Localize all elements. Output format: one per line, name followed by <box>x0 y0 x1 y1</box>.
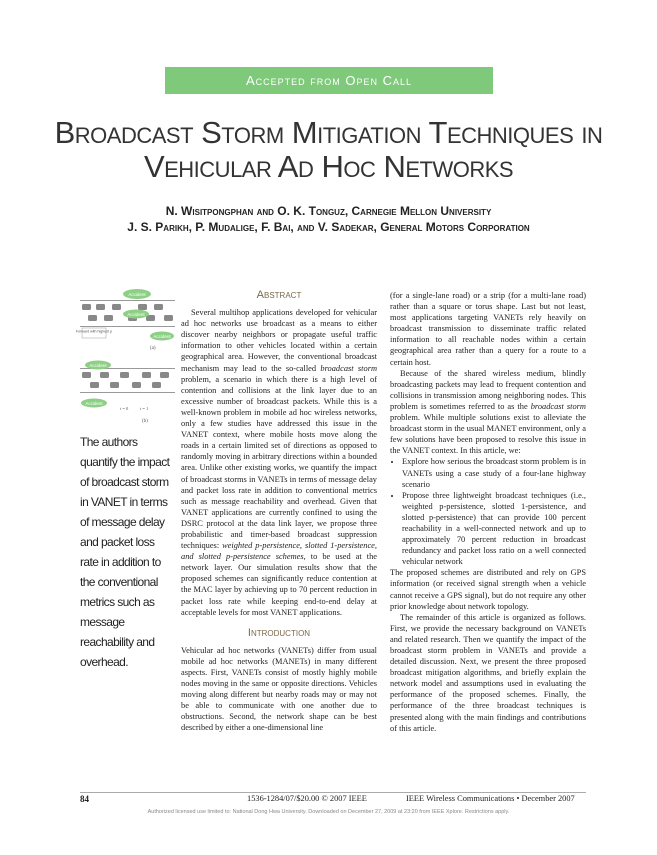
intro-paragraph <box>390 368 586 457</box>
intro-paragraph: Vehicular ad hoc networks (VANETs) differ from usual mobile ad hoc networks (MANETs) in many different aspects. First, VANETs consist of mostly highly mobile nodes moving in the same or opposite directions. Vehicles moving along different but nearby roads may or may not be able to communicate with one another due to obstructions. Second, the network shape can be best described by either a one-dimensional line <box>181 645 377 733</box>
author-line-2: J. S. Parikh, P. Mudalige, F. Bai, and V. Sadekar, General Motors Corporation <box>127 220 530 234</box>
journal-line: IEEE Wireless Communications • December 2007 <box>406 794 575 803</box>
accident-label: Accident <box>128 292 146 297</box>
accident-label: Accident <box>153 334 171 339</box>
author-list <box>40 203 617 235</box>
column-left <box>181 290 377 734</box>
section-banner: Accepted from Open Call <box>165 67 493 94</box>
abstract-emphasis: weighted p-persistence, slotted 1-persistence, and slotted p-persistence schemes <box>181 541 377 562</box>
license-notice: Authorized licensed use limited to: National Dong Hwa University. Downloaded on December 27, 2009 at 23:20 from IEEE Xplore. Restrictions apply. <box>147 809 510 815</box>
introduction-heading: Introduction <box>247 626 311 639</box>
title-line-1: Broadcast Storm Mitigation Techniques in <box>54 115 603 150</box>
contribution-list <box>390 456 586 567</box>
title-line-2: Vehicular Ad Hoc Networks <box>143 149 514 184</box>
panel-a-label: (a) <box>150 346 156 351</box>
footer-rule <box>80 792 586 793</box>
column-right <box>390 290 586 734</box>
accident-label: Accident <box>85 401 103 406</box>
intro-paragraph: (for a single-lane road) or a strip (for a multi-lane road) rather than a square or torus shape. Last but not least, most applications targeting VANETs rely heavily on broadcast transmission to disseminate traffic related information to all reachable nodes within a certain geographical area rather than a query for a route to a certain host. <box>390 291 586 367</box>
abstract-heading: Abstract <box>256 289 302 301</box>
pull-quote: The authors quantify the impact of broadcast storm in VANET in terms of message delay and packet loss rate in addition to the conventional metrics such as message reachability and overhead. <box>80 435 170 669</box>
author-line-1: N. Wisitpongphan and O. K. Tonguz, Carnegie Mellon University <box>165 204 492 218</box>
abstract-paragraph <box>181 307 377 618</box>
intro-paragraph: The remainder of this article is organized as follows. First, we provide the necessary background on VANETs and related research. Then we quantify the impact of the broadcast storm problem in VANETs and provide a detailed discussion. Next, we present the three proposed broadcast mitigation algorithms, and briefly explain the network model and assumptions used in evaluating the performance of the proposed schemes. Finally, the performance of the three broadcast techniques is presented along with the main findings and contributions of this article. <box>390 612 586 733</box>
abstract-text: problem, a scenario in which there is a high level of contention and collisions at the link layer due to an excessive number of broadcast packets. While this is a well-known problem in mobile ad hoc wireless networks, only a few studies have addressed this issue in the VANET context, where mobile hosts move along the roads in a certain limited set of directions as opposed to randomly moving in arbitrary directions within a bounded area. Unlike other existing works, we quantify the impact of broadcast storms in VANETs in terms of message delay and packet loss rate in addition to conventional metrics such as message reachability and overhead. Given that VANET applications are currently confined to using the DSRC protocol at the data link layer, we propose three probabilistic and timer-based broadcast suppression techniques: <box>181 374 377 551</box>
list-item: • Explore how serious the broadcast storm problem is in VANETs using a case study of a four-lane highway scenario <box>402 456 586 489</box>
intro-text: problem. While multiple solutions exist to alleviate the broadcast storm in the usual MANET environment, only a few solutions have been proposed to resolve this issue in the VANET context. In this article, we: <box>390 413 586 456</box>
page-number: 84 <box>80 794 89 804</box>
issn-line: 1536-1284/07/$20.00 © 2007 IEEE <box>247 794 367 803</box>
abstract-emphasis: broadcast storm <box>320 363 377 373</box>
intro-text: Because of the shared wireless medium, blindly broadcasting packets may lead to frequent contention and collisions in transmission among neighboring nodes. This problem is sometimes referred to as the <box>390 368 586 411</box>
intro-emphasis: broadcast storm <box>530 401 586 411</box>
abstract-text: Several multihop applications developed for vehicular ad hoc networks use broadcast as a means to either discover nearby neighbors or propagate useful traffic information to other vehicles located within a certain geographical area. However, the conventional broadcast mechanism may lead to the so-called <box>181 308 377 373</box>
t0-label: t = 0 <box>120 406 129 411</box>
accident-label: Accident <box>127 312 145 317</box>
vehicle-broadcast-figure <box>75 288 175 436</box>
intro-paragraph: The proposed schemes are distributed and rely on GPS information (or received signal strength when a vehicle cannot receive a GPS signal), but do not require any other prior knowledge about network topology. <box>390 568 586 611</box>
t1-label: t = 1 <box>140 406 149 411</box>
article-title <box>40 116 617 184</box>
abstract-text: , to be used at the network layer. Our simulation results show that the proposed schemes can significantly reduce contention at the MAC layer by achieving up to 70 percent reduction in packet loss rate while keeping end-to-end delay at acceptable levels for most VANET applications. <box>181 552 378 617</box>
forward-label: Forward with highest p <box>75 329 113 334</box>
list-item: • Propose three lightweight broadcast techniques (i.e., weighted p-persistence, slotted 1-persistence, and slotted p-persistence) that can provide 100 percent reachability in a well-connected network and up to approximately 70 percent reduction in broadcast redundancy and packet loss ratio on a well connected vehicular network <box>402 490 586 568</box>
panel-b-label: (b) <box>142 419 148 424</box>
accident-label: Accident <box>89 363 107 368</box>
